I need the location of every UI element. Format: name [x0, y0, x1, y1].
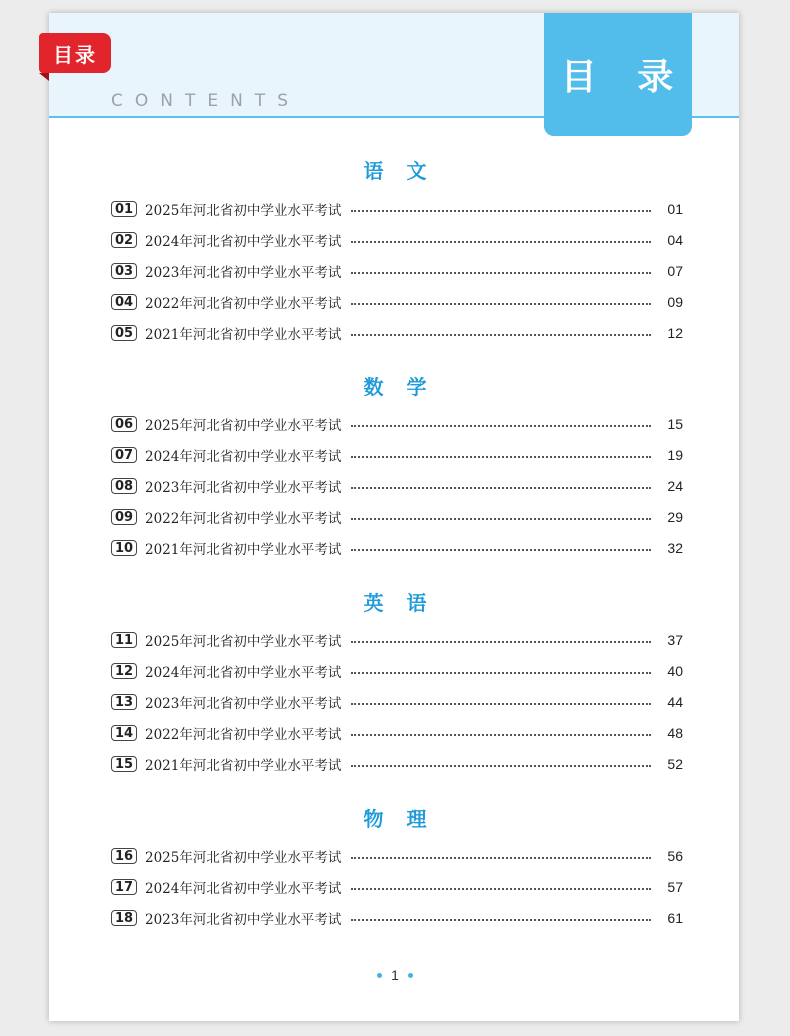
dot-leader [351, 734, 651, 736]
dot-leader [351, 210, 651, 212]
toc-row[interactable] [111, 199, 683, 219]
entry-number: 05 [111, 325, 137, 341]
toc-row[interactable] [111, 414, 683, 434]
entry-page: 56 [667, 848, 683, 864]
toc-row[interactable] [111, 261, 683, 281]
entry-page: 48 [667, 725, 683, 741]
section-heading: 语 文 [363, 159, 435, 183]
toc-row[interactable] [111, 323, 683, 343]
toc-row[interactable] [111, 846, 683, 866]
entry-title: 2024年河北省初中学业水平考试 [145, 234, 342, 250]
toc-row[interactable] [111, 292, 683, 312]
entry-title: 2023年河北省初中学业水平考试 [145, 912, 342, 928]
entry-number: 13 [111, 694, 137, 710]
entry-title: 2025年河北省初中学业水平考试 [145, 850, 342, 866]
toc-tag-fold [39, 73, 49, 81]
dot-leader [351, 641, 651, 643]
dot-leader [351, 703, 651, 705]
dot-leader [351, 857, 651, 859]
entry-page: 44 [667, 694, 683, 710]
entry-number: 02 [111, 232, 137, 248]
toc-tag: 目录 [39, 33, 111, 73]
entry-number: 04 [111, 294, 137, 310]
entry-title: 2022年河北省初中学业水平考试 [145, 296, 342, 312]
entry-number: 14 [111, 725, 137, 741]
entry-page: 40 [667, 663, 683, 679]
entry-page: 09 [667, 294, 683, 310]
toc-row[interactable] [111, 723, 683, 743]
dot-leader [351, 456, 651, 458]
page-footer [0, 967, 790, 983]
entry-title: 2024年河北省初中学业水平考试 [145, 449, 342, 465]
entry-title: 2025年河北省初中学业水平考试 [145, 418, 342, 434]
dot-leader [351, 334, 651, 336]
entry-title: 2023年河北省初中学业水平考试 [145, 480, 342, 496]
dot-leader [351, 303, 651, 305]
toc-row[interactable] [111, 661, 683, 681]
section-heading: 物 理 [363, 807, 435, 831]
toc-row[interactable] [111, 476, 683, 496]
entry-title: 2021年河北省初中学业水平考试 [145, 542, 342, 558]
toc-row[interactable] [111, 754, 683, 774]
entry-number: 11 [111, 632, 137, 648]
entry-number: 12 [111, 663, 137, 679]
entry-title: 2024年河北省初中学业水平考试 [145, 665, 342, 681]
entry-number: 10 [111, 540, 137, 556]
entry-number: 09 [111, 509, 137, 525]
entry-number: 01 [111, 201, 137, 217]
entry-title: 2025年河北省初中学业水平考试 [145, 634, 342, 650]
entry-number: 03 [111, 263, 137, 279]
entry-title: 2021年河北省初中学业水平考试 [145, 327, 342, 343]
dot-leader [351, 765, 651, 767]
entry-title: 2022年河北省初中学业水平考试 [145, 727, 342, 743]
entry-page: 15 [667, 416, 683, 432]
section-heading: 数 学 [363, 375, 435, 399]
entry-number: 17 [111, 879, 137, 895]
entry-page: 07 [667, 263, 683, 279]
section-heading: 英 语 [363, 591, 435, 615]
entry-title: 2021年河北省初中学业水平考试 [145, 758, 342, 774]
toc-row[interactable] [111, 908, 683, 928]
dot-leader [351, 241, 651, 243]
toc-row[interactable] [111, 445, 683, 465]
entry-number: 18 [111, 910, 137, 926]
toc-row[interactable] [111, 538, 683, 558]
toc-row[interactable] [111, 630, 683, 650]
entry-title: 2022年河北省初中学业水平考试 [145, 511, 342, 527]
dot-leader [351, 518, 651, 520]
entry-page: 57 [667, 879, 683, 895]
dot-leader [351, 272, 651, 274]
entry-page: 01 [667, 201, 683, 217]
footer-dot-left [377, 973, 382, 978]
entry-page: 04 [667, 232, 683, 248]
entry-number: 06 [111, 416, 137, 432]
entry-page: 29 [667, 509, 683, 525]
entry-title: 2024年河北省初中学业水平考试 [145, 881, 342, 897]
entry-title: 2023年河北省初中学业水平考试 [145, 696, 342, 712]
dot-leader [351, 672, 651, 674]
page-number: 1 [391, 967, 399, 983]
entry-page: 37 [667, 632, 683, 648]
dot-leader [351, 919, 651, 921]
entry-page: 52 [667, 756, 683, 772]
dot-leader [351, 487, 651, 489]
entry-number: 16 [111, 848, 137, 864]
dot-leader [351, 425, 651, 427]
toc-row[interactable] [111, 877, 683, 897]
footer-dot-right [408, 973, 413, 978]
toc-row[interactable] [111, 692, 683, 712]
entry-title: 2023年河北省初中学业水平考试 [145, 265, 342, 281]
entry-number: 07 [111, 447, 137, 463]
entry-number: 15 [111, 756, 137, 772]
entry-page: 19 [667, 447, 683, 463]
entry-number: 08 [111, 478, 137, 494]
toc-row[interactable] [111, 230, 683, 250]
entry-page: 32 [667, 540, 683, 556]
entry-page: 12 [667, 325, 683, 341]
dot-leader [351, 549, 651, 551]
entry-page: 24 [667, 478, 683, 494]
contents-word: CONTENTS [111, 91, 300, 111]
toc-row[interactable] [111, 507, 683, 527]
entry-title: 2025年河北省初中学业水平考试 [145, 203, 342, 219]
entry-page: 61 [667, 910, 683, 926]
page-title: 目 录 [544, 13, 692, 136]
dot-leader [351, 888, 651, 890]
